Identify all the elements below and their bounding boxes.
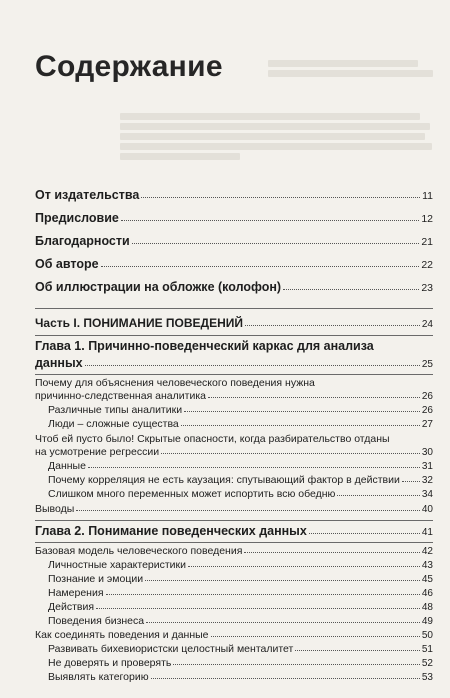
toc-subsection-title: Познание и эмоции <box>48 573 144 585</box>
page-title: Содержание <box>35 50 223 83</box>
toc-subsection-page: 26 <box>421 405 433 416</box>
toc-subsection-title: Действия <box>48 601 95 613</box>
toc-entry-title: Об авторе <box>35 257 99 271</box>
leader-dots <box>295 650 420 651</box>
toc-section-entry <box>35 629 433 641</box>
toc-subsection-title: Намерения <box>48 587 104 599</box>
toc-section-line2: на усмотрение регрессии <box>35 446 160 458</box>
toc-chapter-title: Глава 2. Понимание поведенческих данных <box>35 524 307 538</box>
section-divider <box>35 335 433 336</box>
toc-subsection-entry <box>35 601 433 613</box>
toc-entry <box>35 280 433 294</box>
toc-subsection-title: Люди – сложные существа <box>48 418 179 430</box>
chapter-divider <box>35 520 433 521</box>
leader-dots <box>106 594 420 595</box>
toc-chapter-page: 25 <box>421 359 433 370</box>
leader-dots <box>121 220 419 221</box>
toc-subsection-page: 31 <box>421 461 433 472</box>
leader-dots <box>101 266 420 267</box>
section-divider <box>35 308 433 309</box>
toc-subsection-page: 32 <box>421 475 433 486</box>
leader-dots <box>96 608 420 609</box>
toc-section-entry <box>35 545 433 557</box>
toc-chapter-page: 41 <box>421 527 433 538</box>
toc-subsection-page: 53 <box>421 672 433 683</box>
toc-entry-title: Предисловие <box>35 211 119 225</box>
leader-dots <box>173 664 420 665</box>
leader-dots <box>208 397 420 398</box>
toc-entry <box>35 211 433 225</box>
toc-subsection-entry <box>35 418 433 430</box>
toc-entry-title: Благодарности <box>35 234 130 248</box>
toc-subsection-title: Развивать бихевиористски целостный менталитет <box>48 643 294 655</box>
toc-section-page: 50 <box>421 630 433 641</box>
toc-subsection-entry <box>35 460 433 472</box>
toc-subsection-entry <box>35 643 433 655</box>
toc-section-title: Выводы <box>35 503 75 515</box>
toc-subsection-entry <box>35 615 433 627</box>
bleed-through-top <box>268 60 438 80</box>
leader-dots <box>244 552 419 553</box>
toc-subsection-title: Почему корреляция не есть каузация: спутывающий фактор в действии <box>48 474 400 486</box>
toc-section-entry <box>35 390 433 402</box>
toc-subsection-title: Не доверять и проверять <box>48 657 172 669</box>
toc-entry-page: 21 <box>421 236 433 248</box>
chapter-divider <box>35 542 433 543</box>
leader-dots <box>181 425 420 426</box>
toc-section-page: 40 <box>421 504 433 515</box>
toc-chapter-title-line2: данных <box>35 356 83 370</box>
leader-dots <box>337 495 419 496</box>
toc-subsection-page: 49 <box>421 616 433 627</box>
toc-subsection-page: 51 <box>421 644 433 655</box>
leader-dots <box>402 481 420 482</box>
leader-dots <box>245 325 420 326</box>
toc-entry-page: 22 <box>421 259 433 271</box>
toc-subsection-page: 34 <box>421 489 433 500</box>
toc-chapter-entry <box>35 356 433 370</box>
leader-dots <box>188 566 420 567</box>
toc-subsection-title: Выявлять категорию <box>48 671 149 683</box>
leader-dots <box>85 365 420 366</box>
toc-entry <box>35 234 433 248</box>
leader-dots <box>146 622 420 623</box>
toc-entry-page: 11 <box>422 190 433 202</box>
leader-dots <box>141 197 420 198</box>
toc-entry-title: Об иллюстрации на обложке (колофон) <box>35 280 282 294</box>
toc-chapter-entry <box>35 524 433 538</box>
toc-section-entry <box>35 503 433 515</box>
toc-entry <box>35 188 433 202</box>
toc-section-line1: Чтоб ей пусто было! Скрытые опасности, когда разбирательство отданы <box>35 433 390 445</box>
toc-section-page: 30 <box>421 447 433 458</box>
leader-dots <box>161 453 420 454</box>
toc-section-entry <box>35 446 433 458</box>
leader-dots <box>184 411 420 412</box>
toc-subsection-title: Различные типы аналитики <box>48 404 183 416</box>
toc-part-title: Часть I. ПОНИМАНИЕ ПОВЕДЕНИЙ <box>35 316 244 330</box>
toc-subsection-entry <box>35 559 433 571</box>
toc-subsection-entry <box>35 657 433 669</box>
toc-entry-title: От издательства <box>35 188 140 202</box>
toc-part-entry <box>35 316 433 330</box>
toc-entry-page: 12 <box>421 213 433 225</box>
toc-section-title: Как соединять поведения и данные <box>35 629 209 641</box>
toc-part-page: 24 <box>421 319 433 330</box>
toc-subsection-page: 45 <box>421 574 433 585</box>
toc-chapter-title-line1: Глава 1. Причинно-поведенческий каркас для анализа <box>35 339 374 353</box>
leader-dots <box>145 580 420 581</box>
toc-section-page: 42 <box>421 546 433 557</box>
toc-entry <box>35 257 433 271</box>
toc-subsection-entry <box>35 573 433 585</box>
bleed-through-paragraph <box>120 113 435 163</box>
toc-subsection-entry <box>35 474 433 486</box>
toc-section-page: 26 <box>421 391 433 402</box>
toc-subsection-entry <box>35 587 433 599</box>
toc-subsection-title: Личностные характеристики <box>48 559 187 571</box>
toc-subsection-title: Слишком много переменных может испортить всю обедню <box>48 488 336 500</box>
leader-dots <box>132 243 420 244</box>
toc-subsection-page: 27 <box>421 419 433 430</box>
toc-section-line1: Почему для объяснения человеческого поведения нужна <box>35 377 315 389</box>
leader-dots <box>283 289 419 290</box>
leader-dots <box>309 533 420 534</box>
leader-dots <box>211 636 420 637</box>
leader-dots <box>151 678 420 679</box>
toc-entry-page: 23 <box>421 282 433 294</box>
toc-subsection-entry <box>35 671 433 683</box>
toc-subsection-entry <box>35 404 433 416</box>
toc-subsection-title: Данные <box>48 460 86 472</box>
toc-section-title: Базовая модель человеческого поведения <box>35 545 243 557</box>
toc-subsection-page: 43 <box>421 560 433 571</box>
toc-subsection-page: 48 <box>421 602 433 613</box>
leader-dots <box>88 467 420 468</box>
toc-subsection-title: Поведения бизнеса <box>48 615 145 627</box>
toc-section-line2: причинно-следственная аналитика <box>35 390 206 402</box>
toc-subsection-page: 52 <box>421 658 433 669</box>
chapter-divider <box>35 374 433 375</box>
toc-subsection-entry <box>35 488 433 500</box>
toc-subsection-page: 46 <box>421 588 433 599</box>
leader-dots <box>76 510 420 511</box>
